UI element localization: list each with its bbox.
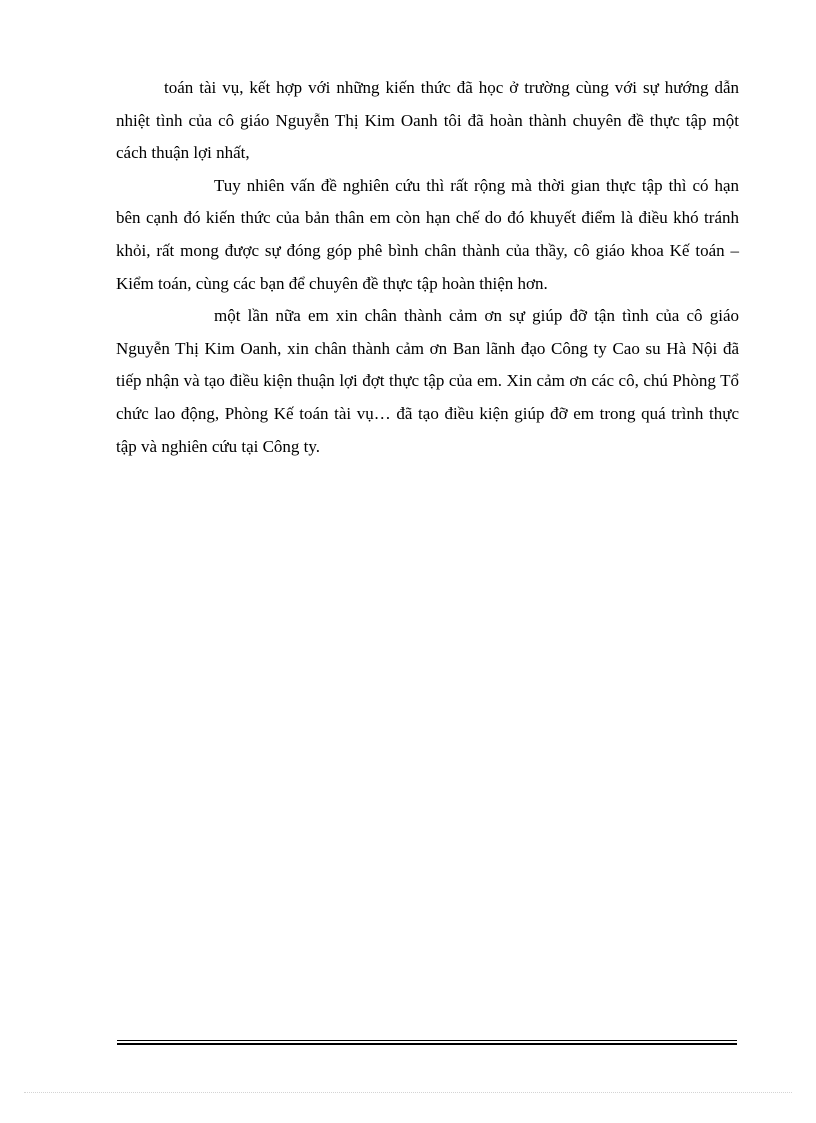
- footer-rule-thin: [117, 1040, 737, 1041]
- footer-rule-thick: [117, 1043, 737, 1045]
- paragraph-3: một lần nữa em xin chân thành cảm ơn sự giúp đỡ tận tình của cô giáo Nguyễn Thị Kim Oanh, xin chân thành cảm ơn Ban lãnh đạo Công ty Cao su Hà Nội đã tiếp nhận và tạo điều kiện thuận lợi đợt thực tập của em. Xin cảm ơn các cô, chú Phòng Tổ chức lao động, Phòng Kế toán tài vụ… đã tạo điều kiện giúp đỡ em trong quá trình thực tập và nghiên cứu tại Công ty.: [116, 306, 739, 456]
- paragraph-1: toán tài vụ, kết hợp với những kiến thức đã học ở trường cùng với sự hướng dẫn nhiệt tình của cô giáo Nguyễn Thị Kim Oanh tôi đã hoàn thành chuyên đề thực tập một cách thuận lợi nhất,: [116, 78, 739, 163]
- page-bottom-dotted-border: [24, 1092, 792, 1093]
- body-text: [116, 72, 739, 463]
- paragraph-2: Tuy nhiên vấn đề nghiên cứu thì rất rộng mà thời gian thực tập thì có hạn bên cạnh đó kiến thức của bản thân em còn hạn chế do đó khuyết điểm là điều khó tránh khỏi, rất mong được sự đóng góp phê bình chân thành của thầy, cô giáo khoa Kế toán – Kiểm toán, cùng các bạn để chuyên đề thực tập hoàn thiện hơn.: [116, 175, 739, 293]
